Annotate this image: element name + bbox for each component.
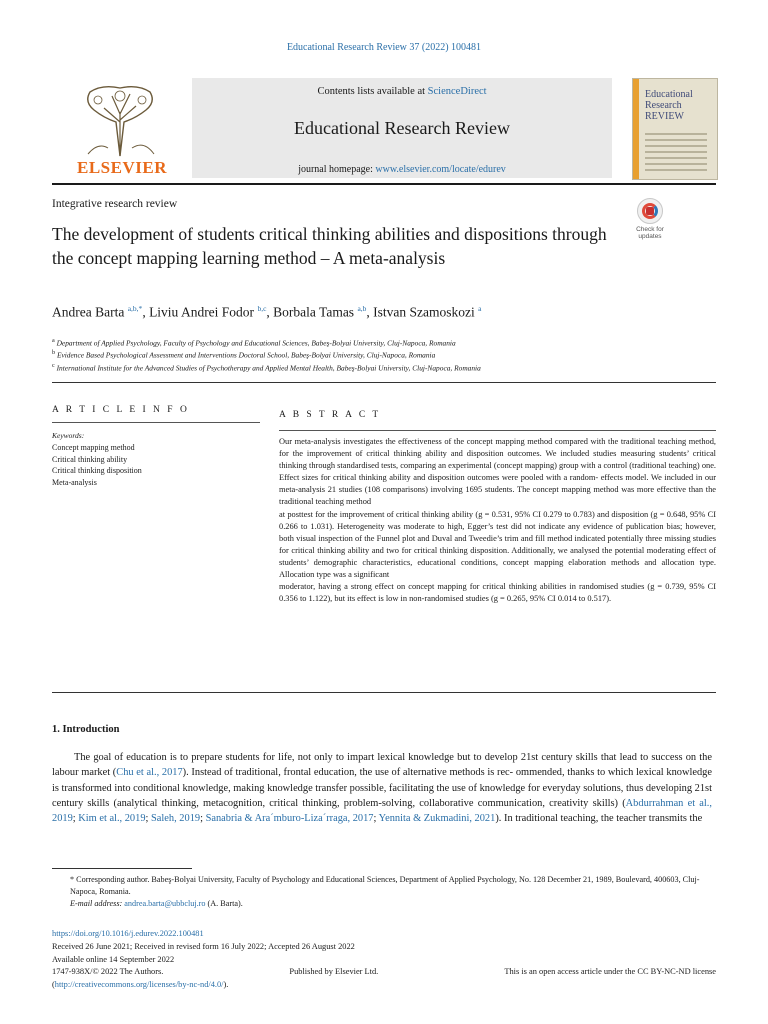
- intro-text: ). Instead of traditional, frontal education, the use of alternative methods is rec- ommended, thanks to which lexical knowledge is transformed into conditional knowledge, making knowledge transfer possible, facilitating the use of knowledge for everyday solutions, thus developing 21st century skills (analytical thinking, metacognition, critical thinking, problem-solving, collaborative communication, creativity skills) (: [52, 767, 712, 809]
- affiliation-text: Evidence Based Psychological Assessment and Interventions Doctoral School, Babeş-Bolyai University, Cluj-Napoca, Romania: [56, 350, 436, 360]
- abstract-paragraph: at posttest for the improvement of critical thinking ability (g = 0.531, 95% CI 0.279 to 0.783) and disposition (g = 0.648, 95% CI 0.266 to 1.031). Heterogeneity was moderate to high, Egger’s test did not indicate any evidence of publication bias; however, both visual inspection of the Funnel plot and Duval and Tweedie’s trim and fill method indicated potentially three missing studies for critical thinking ability and two for critical thinking disposition. Additionally, we analysed the potential moderating effect of students’ demographic characteristics, educational conditions, concept mapping elaboration methods and allocation type. Allocation type was a significant: [279, 509, 716, 580]
- abstract-end-divider: [52, 692, 716, 693]
- issn-copyright: 1747-938X/© 2022 The Authors.: [52, 967, 164, 977]
- intro-text: ;: [200, 813, 206, 825]
- introduction-paragraph: [52, 750, 712, 826]
- article-info-heading: A R T I C L E I N F O: [52, 405, 190, 415]
- citation-link[interactable]: Kim et al., 2019: [78, 813, 146, 825]
- keyword-item: Meta-analysis: [52, 477, 97, 487]
- abstract-paragraph: Our meta-analysis investigates the effectiveness of the concept mapping method compared with the traditional teaching method, for the improvement of critical thinking ability and disposition outcomes. We included studies measuring students’ critical thinking through standardised tests, comparing an experimental (concept mapping) group with a control (traditional teaching) one. Effect sizes for critical thinking ability and disposition outcomes were pooled with a random- effects model. We included in our meta-analysis 21 studies (108 comparisons) involving 1695 students. The concept mapping method was more effective than the traditional teaching method: [279, 437, 717, 507]
- doi-link[interactable]: https://doi.org/10.1016/j.edurev.2022.100481: [52, 929, 204, 938]
- author-separator: ,: [142, 304, 150, 320]
- keyword-item: Critical thinking disposition: [52, 466, 142, 475]
- license-paren: ).: [223, 980, 229, 990]
- author-separator: ,: [366, 304, 374, 320]
- journal-citation[interactable]: Educational Research Review 37 (2022) 100481: [286, 42, 482, 53]
- intro-text: ;: [72, 813, 79, 825]
- abstract-paragraph: moderator, having a strong effect on concept mapping for critical thinking abilities in randomised studies (g = 0.739, 95% CI 0.356 to 1.122), but its effect is low in non-randomised studies (g = 0.265, 95% CI 0.014 to 0.517).: [279, 582, 716, 604]
- elsevier-tree-icon: [74, 82, 166, 158]
- section-divider: [52, 382, 716, 383]
- article-title: The development of students critical thinking abilities and dispositions through the concept mapping learning method – A meta-analysis: [52, 224, 607, 268]
- elsevier-wordmark: ELSEVIER: [77, 158, 167, 177]
- license-link[interactable]: http://creativecommons.org/licenses/by-nc-nd/4.0/: [54, 980, 224, 990]
- check-for-updates-label: Check for updates: [636, 226, 664, 240]
- email-suffix: (A. Barta).: [205, 899, 243, 908]
- affiliation-text: Department of Applied Psychology, Faculty of Psychology and Educational Sciences, Babeş-Bolyai University, Cluj-Napoca, Romania: [56, 338, 456, 348]
- affiliation-list: [52, 336, 716, 373]
- citation-link[interactable]: Sanabria & Ara´mburo-Liza´rraga, 2017: [205, 813, 374, 825]
- email-note: [52, 898, 716, 910]
- email-link[interactable]: andrea.barta@ubbcluj.ro: [124, 899, 206, 908]
- citation-link[interactable]: Chu et al., 2017: [116, 767, 183, 779]
- author-name[interactable]: Borbala Tamas: [273, 304, 355, 320]
- abstract-heading: A B S T R A C T: [279, 410, 381, 420]
- license-line: [52, 966, 716, 979]
- author-affiliation-marker[interactable]: b,c: [257, 304, 267, 313]
- citation-link[interactable]: Saleh, 2019: [151, 813, 201, 825]
- footnotes: [52, 874, 716, 910]
- homepage-prefix: journal homepage:: [298, 164, 376, 175]
- intro-text: The goal of education is to prepare students for life, not only to impart lexical knowledge but to develop 21st century skills that lead to success on the labour market (: [52, 752, 712, 779]
- author-affiliation-marker[interactable]: a,b: [357, 304, 367, 313]
- author-affiliation-marker[interactable]: a: [478, 304, 482, 313]
- author-list: [52, 304, 672, 321]
- introduction-heading: 1. Introduction: [52, 724, 120, 735]
- affiliation-marker: a: [52, 338, 55, 344]
- online-date: Available online 14 September 2022: [52, 954, 175, 964]
- keyword-item: Critical thinking ability: [52, 454, 128, 464]
- publisher-note: Published by Elsevier Ltd.: [289, 967, 379, 977]
- affiliation-marker: b: [52, 350, 56, 357]
- contents-prefix: Contents lists available at: [317, 86, 428, 97]
- journal-homepage: [192, 164, 612, 175]
- journal-header-panel: [192, 78, 612, 178]
- keyword-list: [52, 442, 142, 488]
- author-separator: ,: [266, 304, 274, 320]
- header-divider: [52, 183, 716, 185]
- abstract-divider: [279, 430, 716, 431]
- abstract-body: [279, 436, 716, 605]
- affiliation-item: [52, 336, 716, 348]
- author-name[interactable]: Liviu Andrei Fodor: [149, 304, 255, 320]
- author-name[interactable]: Andrea Barta: [52, 304, 125, 320]
- check-for-updates-icon: [637, 198, 663, 224]
- contents-availability: [192, 86, 612, 97]
- corresponding-author-note: * Corresponding author. Babeş-Bolyai University, Faculty of Psychology and Educational Sciences, Department of Applied Psychology, No. 128 December 21, 1989, Boulevard, 400603, Cluj-Napoca, Romania.: [70, 875, 700, 896]
- article-info-divider: [52, 422, 260, 423]
- author-name[interactable]: Istvan Szamoskozi: [373, 304, 475, 320]
- license-paren: (: [52, 980, 55, 990]
- elsevier-logo[interactable]: [52, 78, 192, 178]
- citation-link[interactable]: Abdurrahman et al., 2019: [52, 797, 712, 825]
- affiliation-marker: c: [52, 362, 55, 369]
- author-affiliation-marker[interactable]: a,b,*: [127, 304, 143, 313]
- front-matter: [52, 928, 716, 992]
- cover-accent-strip: [633, 79, 639, 179]
- article-type: Integrative research review: [52, 198, 178, 210]
- license-url-line: [52, 979, 716, 992]
- affiliation-item: [52, 348, 716, 360]
- footnote-divider: [52, 868, 192, 869]
- check-for-updates-button[interactable]: [630, 198, 670, 240]
- license-statement: This is an open access article under the CC BY-NC-ND license: [504, 967, 716, 977]
- cover-title: Educational Research REVIEW: [645, 89, 693, 122]
- intro-text: ;: [145, 813, 152, 825]
- intro-text: ;: [373, 813, 379, 825]
- affiliation-text: International Institute for the Advanced Studies of Psychotherapy and Applied Mental Health, Babeş-Bolyai University, Cluj-Napoca, Romania: [56, 363, 481, 373]
- intro-text: ). In traditional teaching, the teacher transmits the: [495, 813, 703, 825]
- keyword-item: Concept mapping method: [52, 443, 135, 452]
- journal-homepage-link[interactable]: www.elsevier.com/locate/edurev: [375, 164, 506, 175]
- sciencedirect-link[interactable]: ScienceDirect: [427, 86, 487, 97]
- citation-link[interactable]: Yennita & Zukmadini, 2021: [378, 813, 496, 825]
- journal-name: Educational Research Review: [294, 118, 510, 138]
- journal-cover-thumbnail[interactable]: [632, 78, 718, 180]
- keywords-label: Keywords:: [52, 431, 85, 440]
- email-label: E-mail address:: [70, 899, 123, 908]
- cover-text-lines: [645, 133, 707, 175]
- received-dates: Received 26 June 2021; Received in revised form 16 July 2022; Accepted 26 August 2022: [52, 941, 355, 951]
- affiliation-item: [52, 361, 716, 373]
